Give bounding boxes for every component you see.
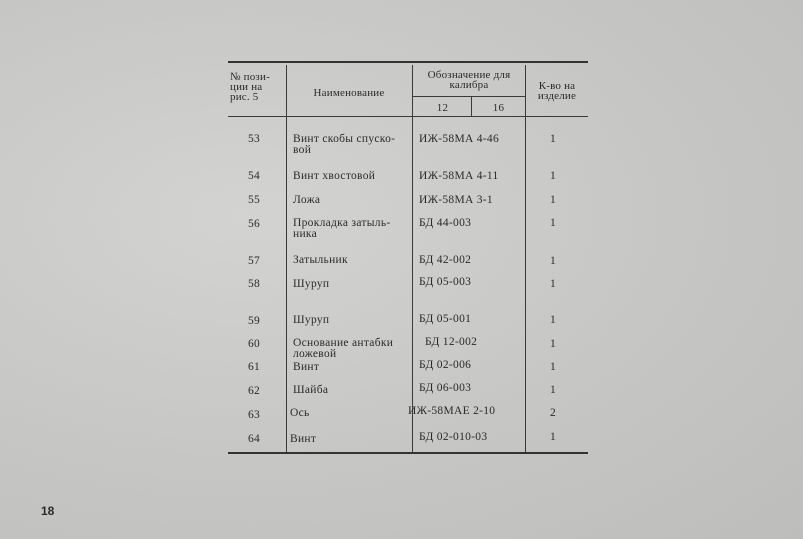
row-position: 55 [247, 194, 261, 206]
row-quantity: 1 [549, 384, 557, 396]
row-quantity: 1 [549, 338, 557, 350]
row-position: 60 [247, 338, 261, 350]
row-position: 61 [247, 361, 261, 373]
row-designation: ИЖ-58МА 4-46 [419, 133, 500, 145]
row-position: 56 [247, 218, 261, 230]
row-designation: БД 12-002 [425, 336, 478, 348]
row-designation: БД 42-002 [419, 254, 472, 266]
row-designation: ИЖ-58МА 4-11 [419, 170, 499, 182]
row-name: Винт [290, 433, 317, 445]
row-quantity: 1 [549, 278, 557, 290]
row-name: Ложа [293, 194, 321, 206]
row-name: Прокладка затыль- ника [293, 217, 391, 240]
row-name: Шуруп [293, 278, 330, 290]
row-designation: ИЖ-58МАЕ 2-10 [408, 405, 496, 417]
row-quantity: 1 [549, 361, 557, 373]
row-name: Шуруп [293, 314, 330, 326]
row-name: Шайба [293, 384, 329, 396]
row-quantity: 1 [549, 314, 557, 326]
row-name: Затыльник [293, 254, 348, 266]
parts-table [228, 61, 588, 454]
col-divider [286, 65, 287, 452]
row-designation: БД 05-001 [419, 313, 472, 325]
header-position: № пози- ции на рис. 5 [230, 71, 270, 103]
row-position: 57 [247, 255, 261, 267]
row-designation: ИЖ-58МА 3-1 [419, 194, 493, 206]
page-number: 18 [41, 504, 55, 518]
row-quantity: 2 [549, 407, 557, 419]
row-position: 63 [247, 409, 261, 421]
row-position: 64 [247, 433, 261, 445]
row-name: Винт хвостовой [293, 170, 376, 182]
row-position: 53 [247, 133, 261, 145]
row-name: Винт скобы спуско- вой [293, 133, 396, 156]
header-bottom-rule [228, 116, 588, 117]
row-name: Винт [293, 361, 320, 373]
header-caliber-12: 12 [436, 102, 449, 114]
row-quantity: 1 [549, 217, 557, 229]
row-designation: БД 02-006 [419, 359, 472, 371]
row-quantity: 1 [549, 194, 557, 206]
row-name: Ось [290, 407, 310, 419]
row-name: Основание антабки ложевой [293, 337, 394, 360]
row-designation: БД 44-003 [419, 217, 472, 229]
row-quantity: 1 [549, 431, 557, 443]
row-quantity: 1 [549, 133, 557, 145]
row-designation: БД 06-003 [419, 382, 472, 394]
row-designation: БД 05-003 [419, 276, 472, 288]
header-quantity: К-во на изделие [537, 80, 577, 102]
header-name: Наименование [313, 87, 385, 99]
row-designation: БД 02-010-03 [419, 431, 488, 443]
header-designation: Обозначение для калибра [427, 69, 511, 91]
header-caliber-16: 16 [492, 102, 505, 114]
header-subrule [413, 96, 525, 97]
row-quantity: 1 [549, 170, 557, 182]
row-quantity: 1 [549, 255, 557, 267]
col-divider [412, 65, 413, 452]
row-position: 59 [247, 315, 261, 327]
row-position: 62 [247, 385, 261, 397]
row-position: 54 [247, 170, 261, 182]
row-position: 58 [247, 278, 261, 290]
